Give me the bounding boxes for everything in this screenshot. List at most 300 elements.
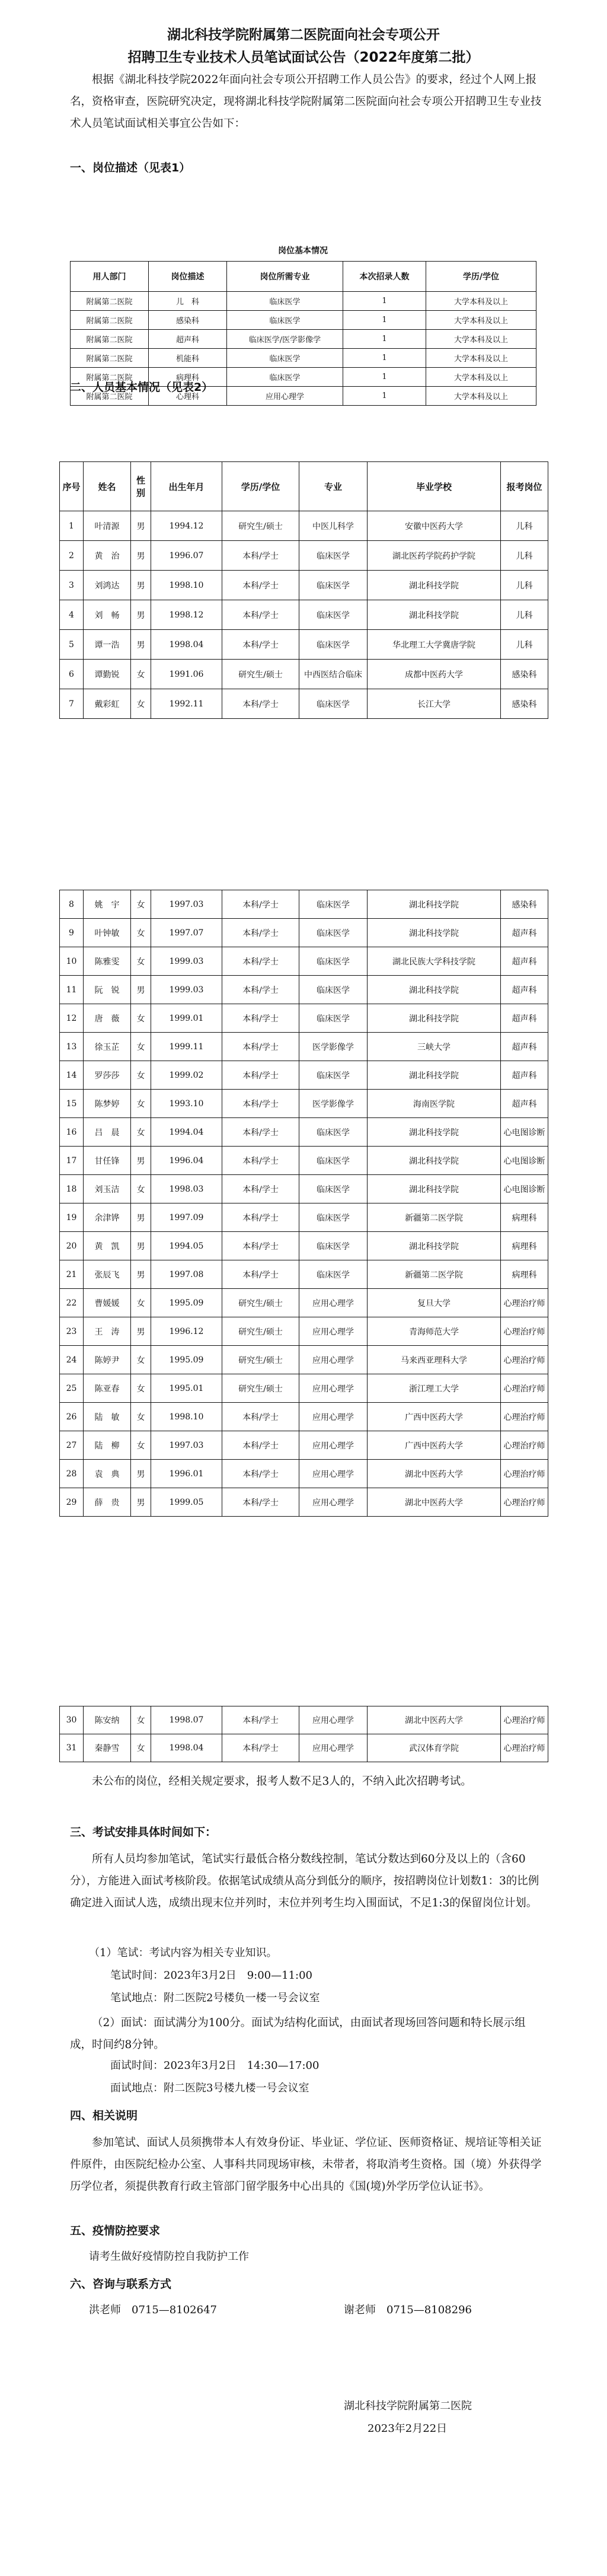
person-cell: 本科/学士 <box>222 1431 299 1460</box>
person-cell: 9 <box>60 919 84 947</box>
person-cell: 秦静雪 <box>84 1734 131 1762</box>
person-cell: 21 <box>60 1260 84 1289</box>
person-cell: 女 <box>131 890 151 919</box>
person-row <box>60 1175 548 1203</box>
person-cell: 15 <box>60 1090 84 1118</box>
person-cell: 1997.03 <box>151 890 222 919</box>
person-cell: 男 <box>131 1317 151 1346</box>
person-cell: 女 <box>131 1090 151 1118</box>
person-cell: 1999.02 <box>151 1061 222 1090</box>
person-cell: 阮 锐 <box>84 976 131 1004</box>
person-cell: 三峡大学 <box>368 1033 501 1061</box>
person-cell: 湖北科技学院 <box>368 890 501 919</box>
person-cell: 湖北科技学院 <box>368 1118 501 1147</box>
person-cell: 刘 畅 <box>84 600 131 630</box>
person-cell: 14 <box>60 1061 84 1090</box>
person-cell: 女 <box>131 947 151 976</box>
person-cell: 7 <box>60 689 84 719</box>
person-cell: 女 <box>131 1346 151 1374</box>
person-cell: 研究生/硕士 <box>222 660 299 689</box>
person-cell: 1994.12 <box>151 511 222 541</box>
person-cell: 1996.04 <box>151 1147 222 1175</box>
person-cell: 临床医学 <box>299 541 368 571</box>
person-cell: 超声科 <box>501 947 548 976</box>
person-cell: 袁 典 <box>84 1460 131 1488</box>
position-cell: 大学本科及以上 <box>426 368 536 387</box>
position-header-cell: 岗位描述 <box>149 262 227 292</box>
person-cell: 临床医学 <box>299 1175 368 1203</box>
contact-xie: 谢老师 0715—8108296 <box>344 2304 472 2316</box>
person-cell: 陈安纳 <box>84 1706 131 1734</box>
person-cell: 戴彩虹 <box>84 689 131 719</box>
person-cell: 临床医学 <box>299 919 368 947</box>
written-exam-title: （1）笔试：考试内容为相关专业知识。 <box>89 1947 277 1959</box>
person-cell: 湖北科技学院 <box>368 600 501 630</box>
person-cell: 31 <box>60 1734 84 1762</box>
position-cell: 附属第二医院 <box>71 330 149 349</box>
person-row <box>60 1488 548 1517</box>
person-cell: 本科/学士 <box>222 1203 299 1232</box>
position-cell: 1 <box>343 311 426 330</box>
position-row <box>71 330 536 349</box>
person-row <box>60 1460 548 1488</box>
position-cell: 应用心理学 <box>227 387 343 406</box>
person-cell: 临床医学 <box>299 1004 368 1033</box>
covid-note: 请考生做好疫情防控自我防护工作 <box>89 2250 249 2263</box>
written-exam-place: 笔试地点：附二医院2号楼负一楼一号会议室 <box>110 1992 320 2004</box>
title-line-2: 招聘卫生专业技术人员笔试面试公告（2022年度第二批） <box>127 50 480 65</box>
person-cell: 临床医学 <box>299 1118 368 1147</box>
person-header-cell: 报考岗位 <box>501 462 548 511</box>
person-cell: 女 <box>131 1431 151 1460</box>
person-cell: 中医儿科学 <box>299 511 368 541</box>
person-cell: 临床医学 <box>299 689 368 719</box>
person-cell: 心电图诊断 <box>501 1147 548 1175</box>
position-cell: 病理科 <box>149 368 227 387</box>
person-cell: 广西中医药大学 <box>368 1431 501 1460</box>
person-cell: 湖北科技学院 <box>368 1004 501 1033</box>
section-2-heading: 二、人员基本情况（见表2） <box>70 381 213 394</box>
position-cell: 大学本科及以上 <box>426 387 536 406</box>
person-row <box>60 1734 548 1762</box>
person-cell: 医学影像学 <box>299 1090 368 1118</box>
person-cell: 25 <box>60 1374 84 1403</box>
person-cell: 薛 贵 <box>84 1488 131 1517</box>
person-cell: 本科/学士 <box>222 630 299 660</box>
position-cell: 临床医学 <box>227 368 343 387</box>
person-cell: 本科/学士 <box>222 689 299 719</box>
person-cell: 临床医学 <box>299 976 368 1004</box>
position-cell: 附属第二医院 <box>71 368 149 387</box>
person-cell: 1995.09 <box>151 1346 222 1374</box>
position-header-cell: 本次招录人数 <box>343 262 426 292</box>
person-cell: 姚 宇 <box>84 890 131 919</box>
person-cell: 临床医学 <box>299 1203 368 1232</box>
person-cell: 临床医学 <box>299 1147 368 1175</box>
person-cell: 陆 柳 <box>84 1431 131 1460</box>
person-cell: 黄 凯 <box>84 1232 131 1260</box>
person-cell: 心理治疗师 <box>501 1374 548 1403</box>
person-cell: 长江大学 <box>368 689 501 719</box>
person-row <box>60 1346 548 1374</box>
unpublished-note: 未公布的岗位，经相关规定要求，报考人数不足3人的，不纳入此次招聘考试。 <box>92 1775 472 1788</box>
person-row <box>60 1403 548 1431</box>
person-cell: 浙江理工大学 <box>368 1374 501 1403</box>
person-cell: 本科/学士 <box>222 890 299 919</box>
person-cell: 湖北科技学院 <box>368 919 501 947</box>
person-row <box>60 600 548 630</box>
person-cell: 29 <box>60 1488 84 1517</box>
person-header-cell: 专业 <box>299 462 368 511</box>
position-cell: 附属第二医院 <box>71 292 149 311</box>
person-cell: 心理治疗师 <box>501 1346 548 1374</box>
person-cell: 1998.04 <box>151 1734 222 1762</box>
person-cell: 1998.03 <box>151 1175 222 1203</box>
person-cell: 临床医学 <box>299 1260 368 1289</box>
person-cell: 女 <box>131 1033 151 1061</box>
person-cell: 1998.10 <box>151 571 222 600</box>
person-cell: 感染科 <box>501 689 548 719</box>
person-header-cell: 毕业学校 <box>368 462 501 511</box>
person-cell: 医学影像学 <box>299 1033 368 1061</box>
person-cell: 黄 治 <box>84 541 131 571</box>
person-cell: 本科/学士 <box>222 1033 299 1061</box>
person-cell: 谭一浩 <box>84 630 131 660</box>
person-cell: 超声科 <box>501 1033 548 1061</box>
section-5-heading: 五、疫情防控要求 <box>70 2224 161 2237</box>
person-cell: 临床医学 <box>299 1061 368 1090</box>
person-cell: 5 <box>60 630 84 660</box>
position-row <box>71 349 536 368</box>
person-cell: 感染科 <box>501 890 548 919</box>
person-cell: 超声科 <box>501 919 548 947</box>
person-cell: 女 <box>131 919 151 947</box>
person-cell: 成都中医药大学 <box>368 660 501 689</box>
position-cell: 超声科 <box>149 330 227 349</box>
person-cell: 本科/学士 <box>222 1090 299 1118</box>
position-cell: 大学本科及以上 <box>426 349 536 368</box>
person-cell: 应用心理学 <box>299 1460 368 1488</box>
position-cell: 1 <box>343 387 426 406</box>
person-cell: 19 <box>60 1203 84 1232</box>
person-cell: 病理科 <box>501 1260 548 1289</box>
person-cell: 男 <box>131 600 151 630</box>
person-cell: 本科/学士 <box>222 1147 299 1175</box>
person-row <box>60 511 548 541</box>
person-cell: 应用心理学 <box>299 1374 368 1403</box>
person-cell: 本科/学士 <box>222 1232 299 1260</box>
person-cell: 湖北中医药大学 <box>368 1460 501 1488</box>
person-cell: 刘鸿达 <box>84 571 131 600</box>
person-cell: 中西医结合临床 <box>299 660 368 689</box>
person-cell: 心理治疗师 <box>501 1488 548 1517</box>
person-row <box>60 1374 548 1403</box>
signature-organization: 湖北科技学院附属第二医院 <box>344 2400 472 2412</box>
person-cell: 应用心理学 <box>299 1403 368 1431</box>
person-cell: 武汉体育学院 <box>368 1734 501 1762</box>
person-cell: 1997.09 <box>151 1203 222 1232</box>
person-cell: 唐 薇 <box>84 1004 131 1033</box>
person-row <box>60 1004 548 1033</box>
person-cell: 徐玉芷 <box>84 1033 131 1061</box>
title-line-1: 湖北科技学院附属第二医院面向社会专项公开 <box>167 27 440 43</box>
person-cell: 本科/学士 <box>222 1403 299 1431</box>
person-cell: 24 <box>60 1346 84 1374</box>
person-cell: 湖北科技学院 <box>368 1061 501 1090</box>
position-cell: 儿 科 <box>149 292 227 311</box>
position-row <box>71 311 536 330</box>
exam-paragraph: 所有人员均参加笔试，笔试实行最低合格分数线控制，笔试分数达到60分及以上的（含60分），方能进入面试考核阶段。依据笔试成绩从高分到低分的顺序，按招聘岗位计划数1：3的比例确定进入面试人选，成绩出现末位并列时，末位并列考生均入围面试，不足1:3的保留岗位计划。 <box>70 1853 539 1909</box>
person-cell: 女 <box>131 1403 151 1431</box>
person-cell: 临床医学 <box>299 1232 368 1260</box>
person-table-part-3 <box>59 1706 548 1762</box>
person-table-header <box>60 462 548 511</box>
person-cell: 应用心理学 <box>299 1706 368 1734</box>
person-cell: 湖北民族大学科技学院 <box>368 947 501 976</box>
person-row <box>60 1317 548 1346</box>
person-cell: 吕 晨 <box>84 1118 131 1147</box>
person-cell: 谭勤锐 <box>84 660 131 689</box>
person-cell: 心理治疗师 <box>501 1317 548 1346</box>
person-cell: 甘任锋 <box>84 1147 131 1175</box>
person-cell: 1995.01 <box>151 1374 222 1403</box>
person-cell: 马来西亚理科大学 <box>368 1346 501 1374</box>
person-cell: 新疆第二医学院 <box>368 1260 501 1289</box>
person-cell: 男 <box>131 571 151 600</box>
person-cell: 1997.03 <box>151 1431 222 1460</box>
person-cell: 安徽中医药大学 <box>368 511 501 541</box>
interview-place: 面试地点：附二医院3号楼九楼一号会议室 <box>110 2082 309 2094</box>
person-header-cell: 姓名 <box>84 462 131 511</box>
person-cell: 心理治疗师 <box>501 1706 548 1734</box>
person-cell: 本科/学士 <box>222 1734 299 1762</box>
person-table-part-2 <box>59 890 548 1517</box>
person-row <box>60 1033 548 1061</box>
person-cell: 应用心理学 <box>299 1431 368 1460</box>
person-table-part-1 <box>59 461 548 719</box>
person-row <box>60 1147 548 1175</box>
person-cell: 病理科 <box>501 1203 548 1232</box>
person-cell: 1999.01 <box>151 1004 222 1033</box>
position-cell: 临床医学 <box>227 311 343 330</box>
person-cell: 18 <box>60 1175 84 1203</box>
person-cell: 16 <box>60 1118 84 1147</box>
person-header-cell: 出生年月 <box>151 462 222 511</box>
person-cell: 男 <box>131 1260 151 1289</box>
person-cell: 临床医学 <box>299 571 368 600</box>
person-cell: 男 <box>131 1488 151 1517</box>
person-cell: 3 <box>60 571 84 600</box>
person-row <box>60 571 548 600</box>
person-row <box>60 1118 548 1147</box>
signature-date: 2023年2月22日 <box>368 2422 448 2435</box>
person-cell: 男 <box>131 630 151 660</box>
person-cell: 12 <box>60 1004 84 1033</box>
person-cell: 陈亚春 <box>84 1374 131 1403</box>
person-cell: 1994.05 <box>151 1232 222 1260</box>
person-cell: 女 <box>131 1289 151 1317</box>
person-cell: 女 <box>131 1374 151 1403</box>
person-cell: 儿科 <box>501 571 548 600</box>
person-cell: 心电图诊断 <box>501 1175 548 1203</box>
person-cell: 女 <box>131 1118 151 1147</box>
person-cell: 本科/学士 <box>222 919 299 947</box>
person-cell: 超声科 <box>501 1090 548 1118</box>
position-row <box>71 292 536 311</box>
person-row <box>60 976 548 1004</box>
person-cell: 儿科 <box>501 541 548 571</box>
person-row <box>60 1260 548 1289</box>
person-cell: 13 <box>60 1033 84 1061</box>
person-cell: 复旦大学 <box>368 1289 501 1317</box>
person-cell: 心理治疗师 <box>501 1431 548 1460</box>
person-cell: 刘玉洁 <box>84 1175 131 1203</box>
position-cell: 大学本科及以上 <box>426 330 536 349</box>
person-cell: 8 <box>60 890 84 919</box>
position-header-cell: 岗位所需专业 <box>227 262 343 292</box>
intro-paragraph: 根据《湖北科技学院2022年面向社会专项公开招聘工作人员公告》的要求，经过个人网上报名，资格审查，医院研究决定，现将湖北科技学院附属第二医院面向社会专项公开招聘卫生专业技术人员笔试面试相关事宜公告如下： <box>70 74 542 130</box>
position-cell: 大学本科及以上 <box>426 311 536 330</box>
person-cell: 广西中医药大学 <box>368 1403 501 1431</box>
person-cell: 1998.04 <box>151 630 222 660</box>
person-cell: 1999.05 <box>151 1488 222 1517</box>
section-6-heading: 六、咨询与联系方式 <box>70 2278 172 2291</box>
person-cell: 1993.10 <box>151 1090 222 1118</box>
person-cell: 1996.01 <box>151 1460 222 1488</box>
person-cell: 应用心理学 <box>299 1488 368 1517</box>
person-cell: 男 <box>131 1232 151 1260</box>
person-cell: 应用心理学 <box>299 1317 368 1346</box>
section-1-heading: 一、岗位描述（见表1） <box>70 161 191 174</box>
person-cell: 儿科 <box>501 511 548 541</box>
person-row <box>60 1232 548 1260</box>
position-table-caption: 岗位基本情况 <box>278 246 328 256</box>
person-cell: 1998.07 <box>151 1706 222 1734</box>
person-cell: 陆 敏 <box>84 1403 131 1431</box>
person-cell: 研究生/硕士 <box>222 1346 299 1374</box>
person-cell: 应用心理学 <box>299 1346 368 1374</box>
person-cell: 研究生/硕士 <box>222 1374 299 1403</box>
person-cell: 本科/学士 <box>222 1460 299 1488</box>
person-cell: 20 <box>60 1232 84 1260</box>
person-cell: 张辰飞 <box>84 1260 131 1289</box>
person-cell: 超声科 <box>501 1061 548 1090</box>
person-row <box>60 630 548 660</box>
person-cell: 28 <box>60 1460 84 1488</box>
person-cell: 曹媛媛 <box>84 1289 131 1317</box>
person-cell: 临床医学 <box>299 890 368 919</box>
position-cell: 感染科 <box>149 311 227 330</box>
person-cell: 湖北中医药大学 <box>368 1706 501 1734</box>
position-cell: 1 <box>343 368 426 387</box>
person-cell: 1998.12 <box>151 600 222 630</box>
person-cell: 1998.10 <box>151 1403 222 1431</box>
person-cell: 1999.03 <box>151 947 222 976</box>
person-cell: 新疆第二医学院 <box>368 1203 501 1232</box>
person-cell: 超声科 <box>501 1004 548 1033</box>
person-cell: 1996.12 <box>151 1317 222 1346</box>
person-cell: 4 <box>60 600 84 630</box>
interview-time: 面试时间：2023年3月2日 14:30—17:00 <box>110 2059 320 2072</box>
person-cell: 男 <box>131 511 151 541</box>
person-cell: 临床医学 <box>299 600 368 630</box>
person-cell: 心理治疗师 <box>501 1460 548 1488</box>
person-cell: 女 <box>131 1734 151 1762</box>
person-cell: 本科/学士 <box>222 600 299 630</box>
person-cell: 女 <box>131 1004 151 1033</box>
person-cell: 湖北科技学院 <box>368 976 501 1004</box>
person-cell: 临床医学 <box>299 630 368 660</box>
person-cell: 本科/学士 <box>222 571 299 600</box>
person-cell: 1997.07 <box>151 919 222 947</box>
person-cell: 病理科 <box>501 1232 548 1260</box>
person-cell: 陈雅雯 <box>84 947 131 976</box>
person-cell: 男 <box>131 541 151 571</box>
person-cell: 陈梦婷 <box>84 1090 131 1118</box>
person-cell: 1992.11 <box>151 689 222 719</box>
person-cell: 17 <box>60 1147 84 1175</box>
person-cell: 男 <box>131 1203 151 1232</box>
written-exam-time: 笔试时间：2023年3月2日 9:00—11:00 <box>110 1969 313 1982</box>
position-cell: 临床医学 <box>227 349 343 368</box>
person-cell: 本科/学士 <box>222 1004 299 1033</box>
position-cell: 附属第二医院 <box>71 311 149 330</box>
position-cell: 临床医学 <box>227 292 343 311</box>
person-cell: 叶清源 <box>84 511 131 541</box>
person-cell: 1999.11 <box>151 1033 222 1061</box>
person-cell: 应用心理学 <box>299 1734 368 1762</box>
person-cell: 女 <box>131 1061 151 1090</box>
person-row <box>60 541 548 571</box>
person-cell: 本科/学士 <box>222 1488 299 1517</box>
position-cell: 心理科 <box>149 387 227 406</box>
person-cell: 心理治疗师 <box>501 1734 548 1762</box>
person-cell: 6 <box>60 660 84 689</box>
position-header-cell: 用人部门 <box>71 262 149 292</box>
person-cell: 研究生/硕士 <box>222 1289 299 1317</box>
person-cell: 22 <box>60 1289 84 1317</box>
person-cell: 湖北科技学院 <box>368 1175 501 1203</box>
person-cell: 27 <box>60 1431 84 1460</box>
position-table-header <box>71 262 536 292</box>
person-row <box>60 1431 548 1460</box>
position-cell: 附属第二医院 <box>71 387 149 406</box>
person-cell: 本科/学士 <box>222 947 299 976</box>
person-row <box>60 1061 548 1090</box>
person-cell: 陈婷尹 <box>84 1346 131 1374</box>
person-cell: 1995.09 <box>151 1289 222 1317</box>
person-cell: 1996.07 <box>151 541 222 571</box>
person-cell: 本科/学士 <box>222 1175 299 1203</box>
person-row <box>60 689 548 719</box>
section-4-heading: 四、相关说明 <box>70 2109 138 2122</box>
position-cell: 1 <box>343 292 426 311</box>
section-3-heading: 三、考试安排具体时间如下： <box>70 1826 217 1839</box>
position-cell: 大学本科及以上 <box>426 292 536 311</box>
person-cell: 1994.04 <box>151 1118 222 1147</box>
person-cell: 本科/学士 <box>222 1706 299 1734</box>
person-cell: 余津铧 <box>84 1203 131 1232</box>
person-cell: 王 涛 <box>84 1317 131 1346</box>
position-cell: 1 <box>343 349 426 368</box>
person-cell: 女 <box>131 689 151 719</box>
person-row <box>60 1203 548 1232</box>
person-cell: 本科/学士 <box>222 1260 299 1289</box>
person-cell: 湖北科技学院 <box>368 1147 501 1175</box>
person-cell: 本科/学士 <box>222 541 299 571</box>
person-cell: 1999.03 <box>151 976 222 1004</box>
person-cell: 临床医学 <box>299 947 368 976</box>
